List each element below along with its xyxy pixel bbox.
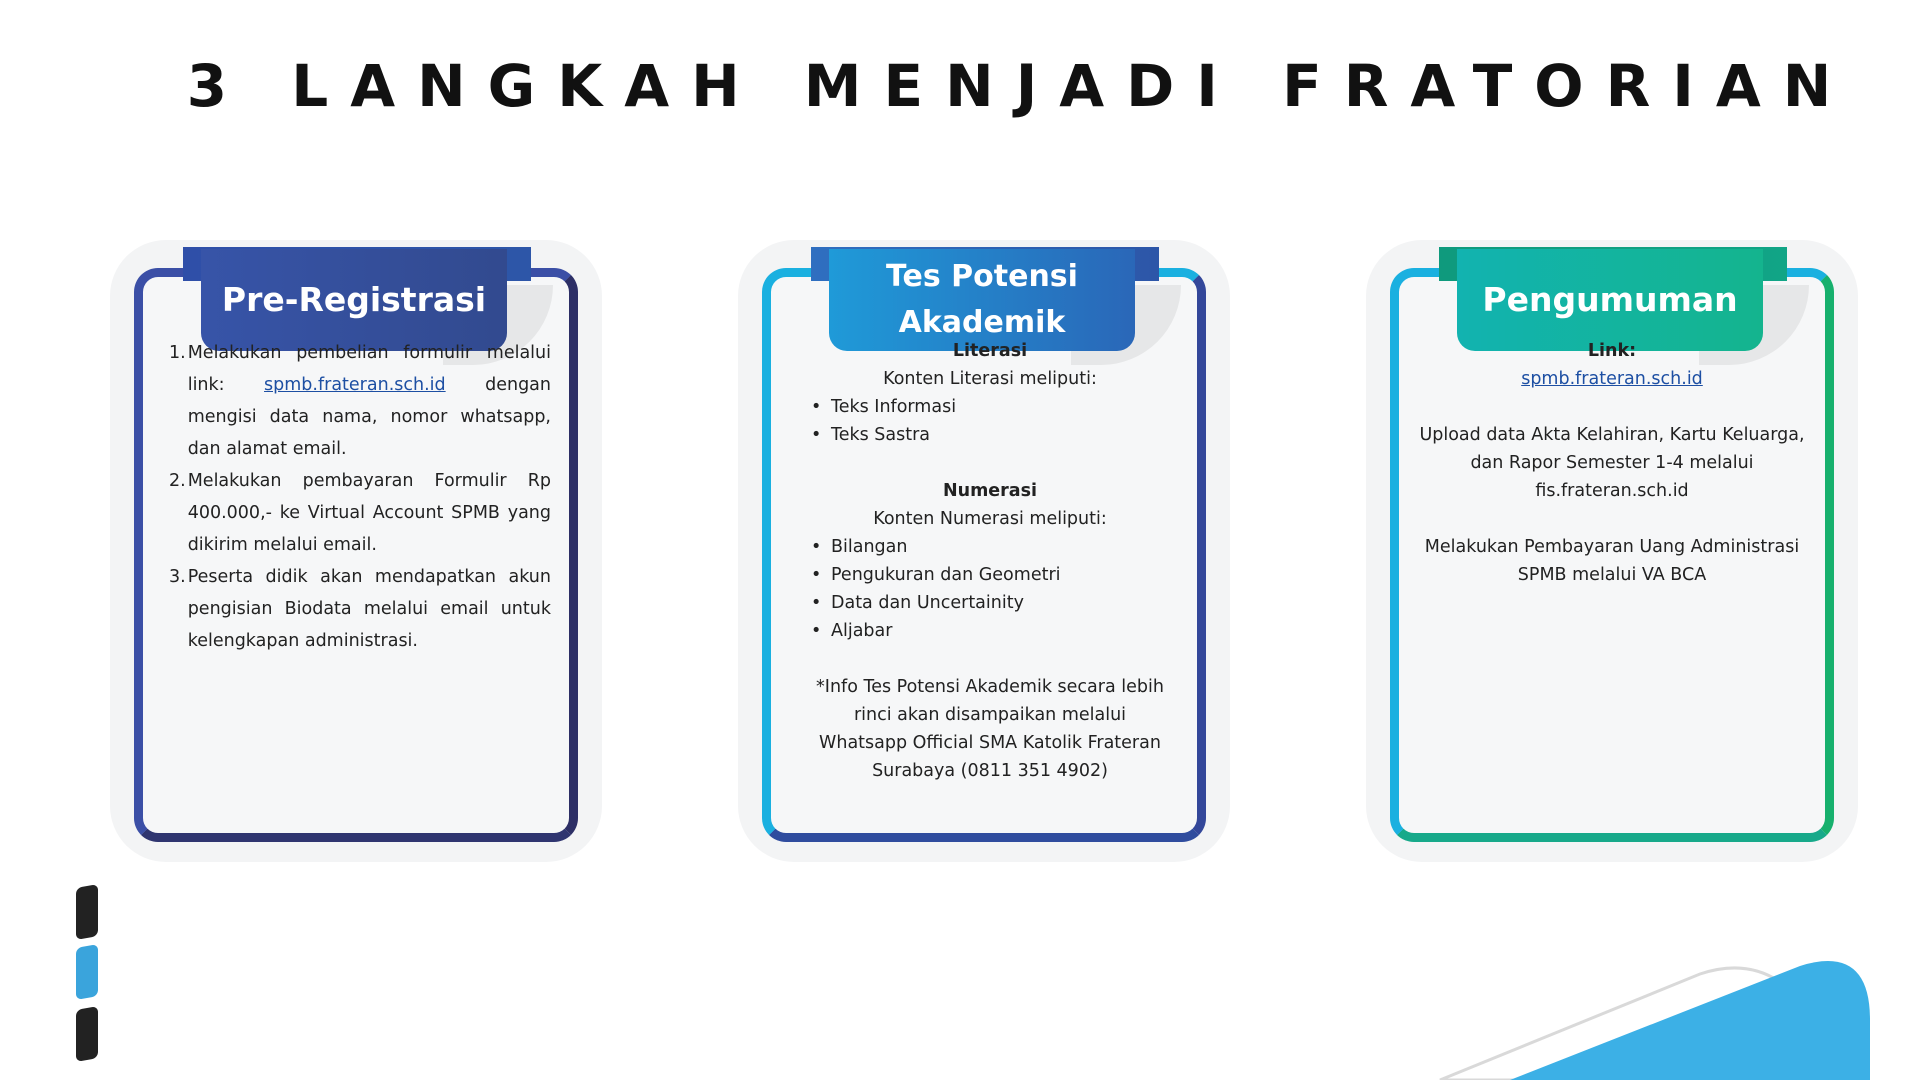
card-body	[1413, 337, 1811, 589]
list-item	[169, 337, 551, 465]
card-heading-line1: Tes Potensi	[886, 259, 1078, 294]
card-heading: Pengumuman	[1482, 280, 1738, 319]
decor-swoosh	[1400, 960, 1920, 1080]
card-heading-line2: Akademik	[898, 305, 1066, 340]
literasi-intro: Konten Literasi meliputi:	[883, 369, 1097, 389]
info-note: *Info Tes Potensi Akademik secara lebih rinci akan disampaikan melalui Whatsapp Official SMA Katolik Frateran Surabaya (0811 351 4902)	[816, 677, 1164, 781]
numerasi-title: Numerasi	[942, 481, 1038, 501]
list-item	[169, 561, 551, 657]
spmb-link[interactable]: spmb.frateran.sch.id	[264, 375, 446, 395]
step-number: 1.	[169, 343, 186, 363]
card-tes-potensi-akademik	[738, 240, 1230, 862]
literasi-list	[809, 393, 1171, 449]
link-label: Link:	[1587, 341, 1637, 361]
list-item: • Teks Informasi	[811, 393, 1171, 421]
payment-text: Melakukan Pembayaran Uang Administrasi SPMB melalui VA BCA	[1424, 537, 1800, 585]
numerasi-intro: Konten Numerasi meliputi:	[873, 509, 1107, 529]
decor-dash-dark-bottom	[76, 1006, 98, 1062]
list-item	[169, 465, 551, 561]
step-text	[186, 337, 551, 465]
decor-dash-dark-top	[76, 884, 98, 940]
card-heading: Pre-Registrasi	[221, 280, 487, 319]
decor-dash-blue	[76, 944, 98, 1000]
step-number: 2.	[169, 471, 186, 491]
upload-text: Upload data Akta Kelahiran, Kartu Keluarga, dan Rapor Semester 1-4 melalui fis.frateran.sch.id	[1419, 425, 1805, 501]
list-item: • Bilangan	[811, 533, 1171, 561]
card-frame	[762, 259, 1206, 842]
list-item: • Pengukuran dan Geometri	[811, 561, 1171, 589]
list-item: • Teks Sastra	[811, 421, 1171, 449]
list-item: • Data dan Uncertainity	[811, 589, 1171, 617]
ribbon-heading	[1457, 249, 1763, 351]
literasi-title: Literasi	[952, 341, 1028, 361]
steps-list	[169, 337, 551, 657]
step-text: Peserta didik akan mendapatkan akun pengisian Biodata melalui email untuk kelengkapan administrasi.	[187, 567, 551, 651]
page-title: 3 LANGKAH MENJADI FRATORIAN	[186, 52, 1854, 120]
card-frame	[134, 268, 578, 842]
step-text-before: Melakukan pembelian formulir melalui link:	[187, 343, 551, 395]
step-text-after: dengan mengisi data nama, nomor whatsapp, dan alamat email.	[187, 375, 551, 459]
list-item: • Aljabar	[811, 617, 1171, 645]
spmb-link[interactable]: spmb.frateran.sch.id	[1521, 369, 1703, 389]
step-number: 3.	[169, 567, 186, 587]
card-pengumuman	[1366, 240, 1858, 862]
ribbon-heading	[201, 249, 507, 351]
card-body	[169, 337, 551, 657]
numerasi-list	[809, 533, 1171, 645]
ribbon-heading	[829, 249, 1135, 351]
step-text: Melakukan pembayaran Formulir Rp 400.000,- ke Virtual Account SPMB yang dikirim melalui email.	[187, 471, 551, 555]
card-body	[809, 337, 1171, 785]
card-frame	[1390, 268, 1834, 842]
card-pre-registrasi	[110, 240, 602, 862]
